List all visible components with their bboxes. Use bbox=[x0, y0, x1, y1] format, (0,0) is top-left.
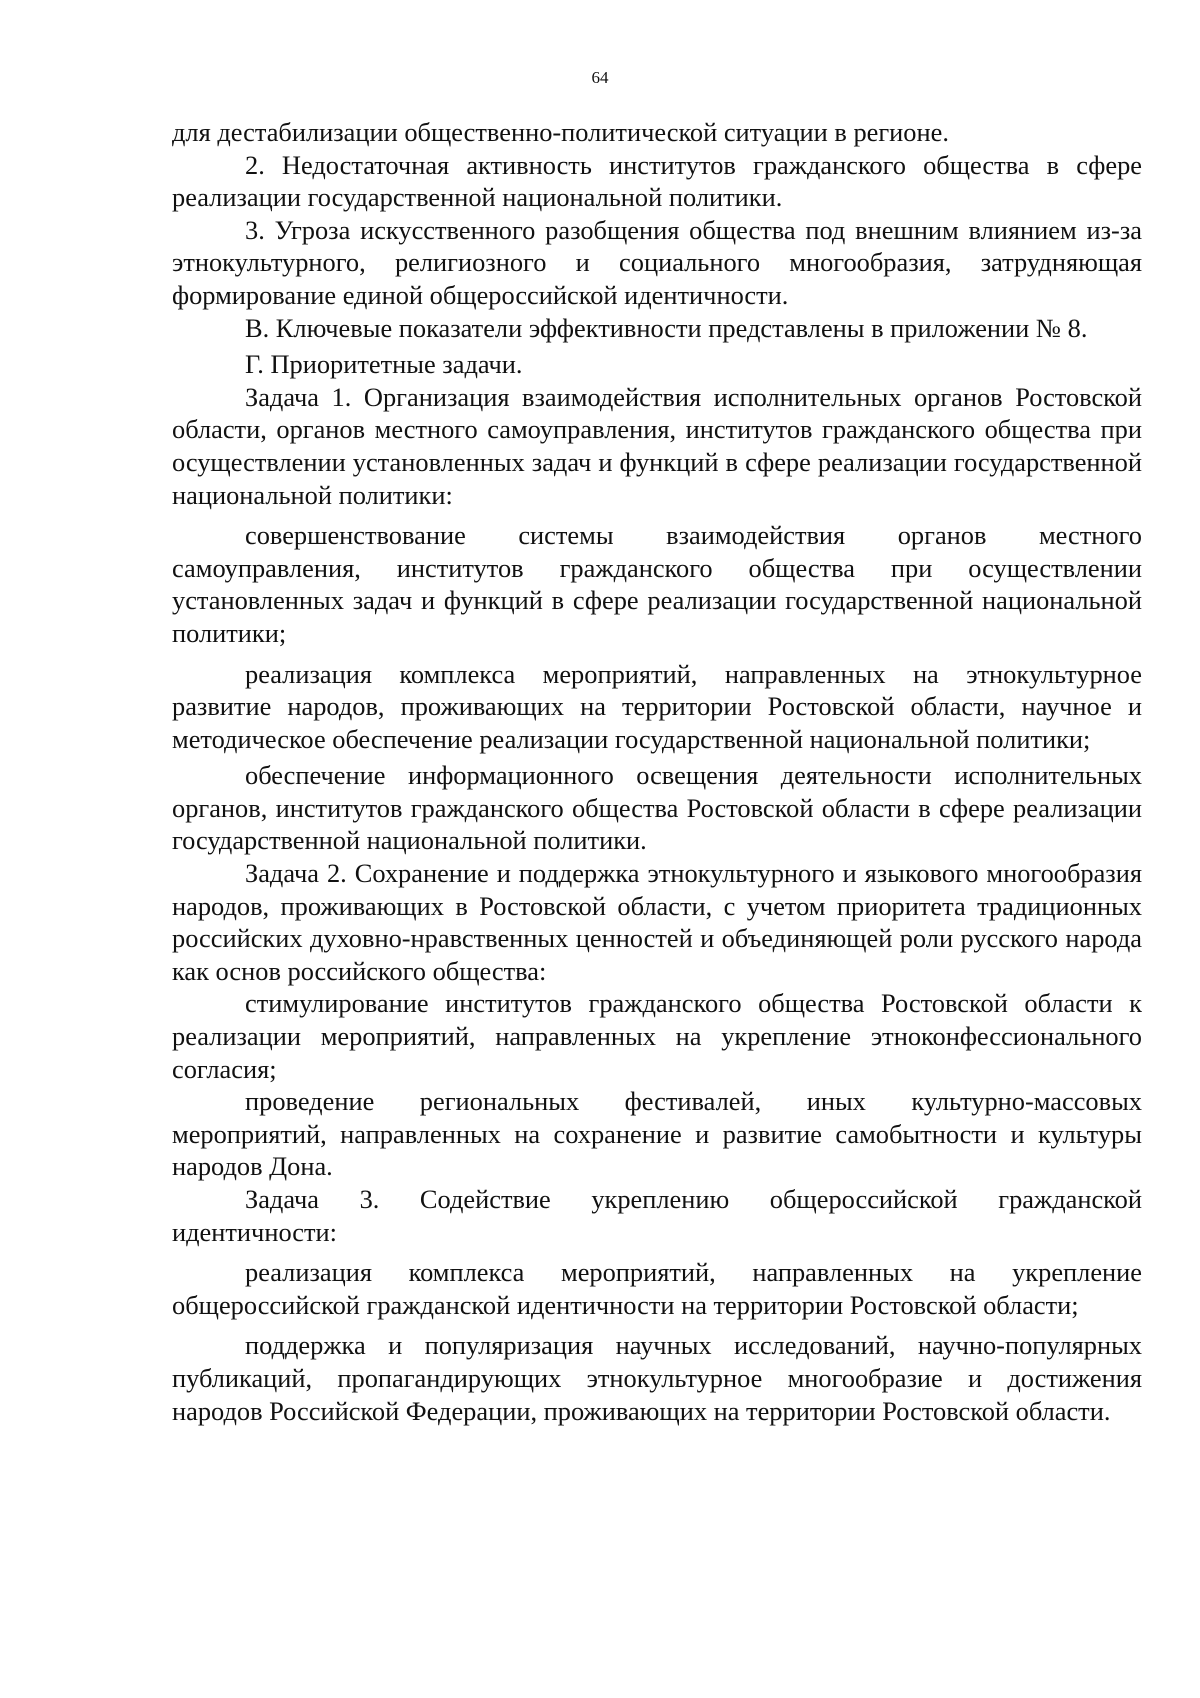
paragraph-task-1-item-1: совершенствование системы взаимодействия органов местного самоуправления, институтов гражданского общества при осуществлении установленных задач и функций в сфере реализации государственной национальной политики; bbox=[172, 520, 1142, 648]
paragraph-task-3-item-2: поддержка и популяризация научных исследований, научно-популярных публикаций, пропагандирующих этнокультурное многообразие и достижения народов Российской Федерации, проживающих на территории Ростовской области. bbox=[172, 1330, 1142, 1426]
paragraph-task-1: Задача 1. Организация взаимодействия исполнительных органов Ростовской области, органов местного самоуправления, институтов гражданского общества при осуществлении установленных задач и функций в сфере реализации государственной национальной политики: bbox=[172, 381, 1142, 510]
paragraph-task-3-item-1: реализация комплекса мероприятий, направленных на укрепление общероссийской гражданской идентичности на территории Ростовской области; bbox=[172, 1257, 1142, 1320]
paragraph-section-v: В. Ключевые показатели эффективности представлены в приложении № 8. bbox=[245, 312, 1088, 343]
paragraph-task-2-item-1: стимулирование институтов гражданского общества Ростовской области к реализации мероприятий, направленных на укрепление этноконфессионального согласия; bbox=[172, 988, 1142, 1084]
page-number: 64 bbox=[591, 68, 609, 87]
paragraph-task-3: Задача 3. Содействие укреплению общероссийской гражданской идентичности: bbox=[172, 1184, 1142, 1247]
paragraph-task-1-item-3: обеспечение информационного освещения деятельности исполнительных органов, институтов гражданского общества Ростовской области в сфере реализации государственной национальной политики. bbox=[172, 760, 1142, 856]
document-body bbox=[172, 116, 1142, 1427]
paragraph-problem-3: 3. Угроза искусственного разобщения общества под внешним влиянием из-за этнокультурного, религиозного и социального многообразия, затрудняющая формирование единой общероссийской идентичности. bbox=[172, 214, 1142, 310]
paragraph-section-g: Г. Приоритетные задачи. bbox=[245, 349, 523, 380]
paragraph-problem-2: 2. Недостаточная активность институтов гражданского общества в сфере реализации государственной национальной политики. bbox=[172, 149, 1142, 213]
paragraph-task-2-item-2: проведение региональных фестивалей, иных культурно-массовых мероприятий, направленных на сохранение и развитие самобытности и культуры народов Дона. bbox=[172, 1086, 1142, 1182]
paragraph-continuation: для дестабилизации общественно-политической ситуации в регионе. bbox=[172, 117, 949, 147]
paragraph-task-2: Задача 2. Сохранение и поддержка этнокультурного и языкового многообразия народов, проживающих в Ростовской области, с учетом приоритета традиционных российских духовно-нравственных ценностей и объединяющей роли русского народа как основ российского общества: bbox=[172, 858, 1142, 986]
paragraph-task-1-item-2: реализация комплекса мероприятий, направленных на этнокультурное развитие народов, проживающих на территории Ростовской области, научное и методическое обеспечение реализации государственной национальной политики; bbox=[172, 658, 1142, 754]
